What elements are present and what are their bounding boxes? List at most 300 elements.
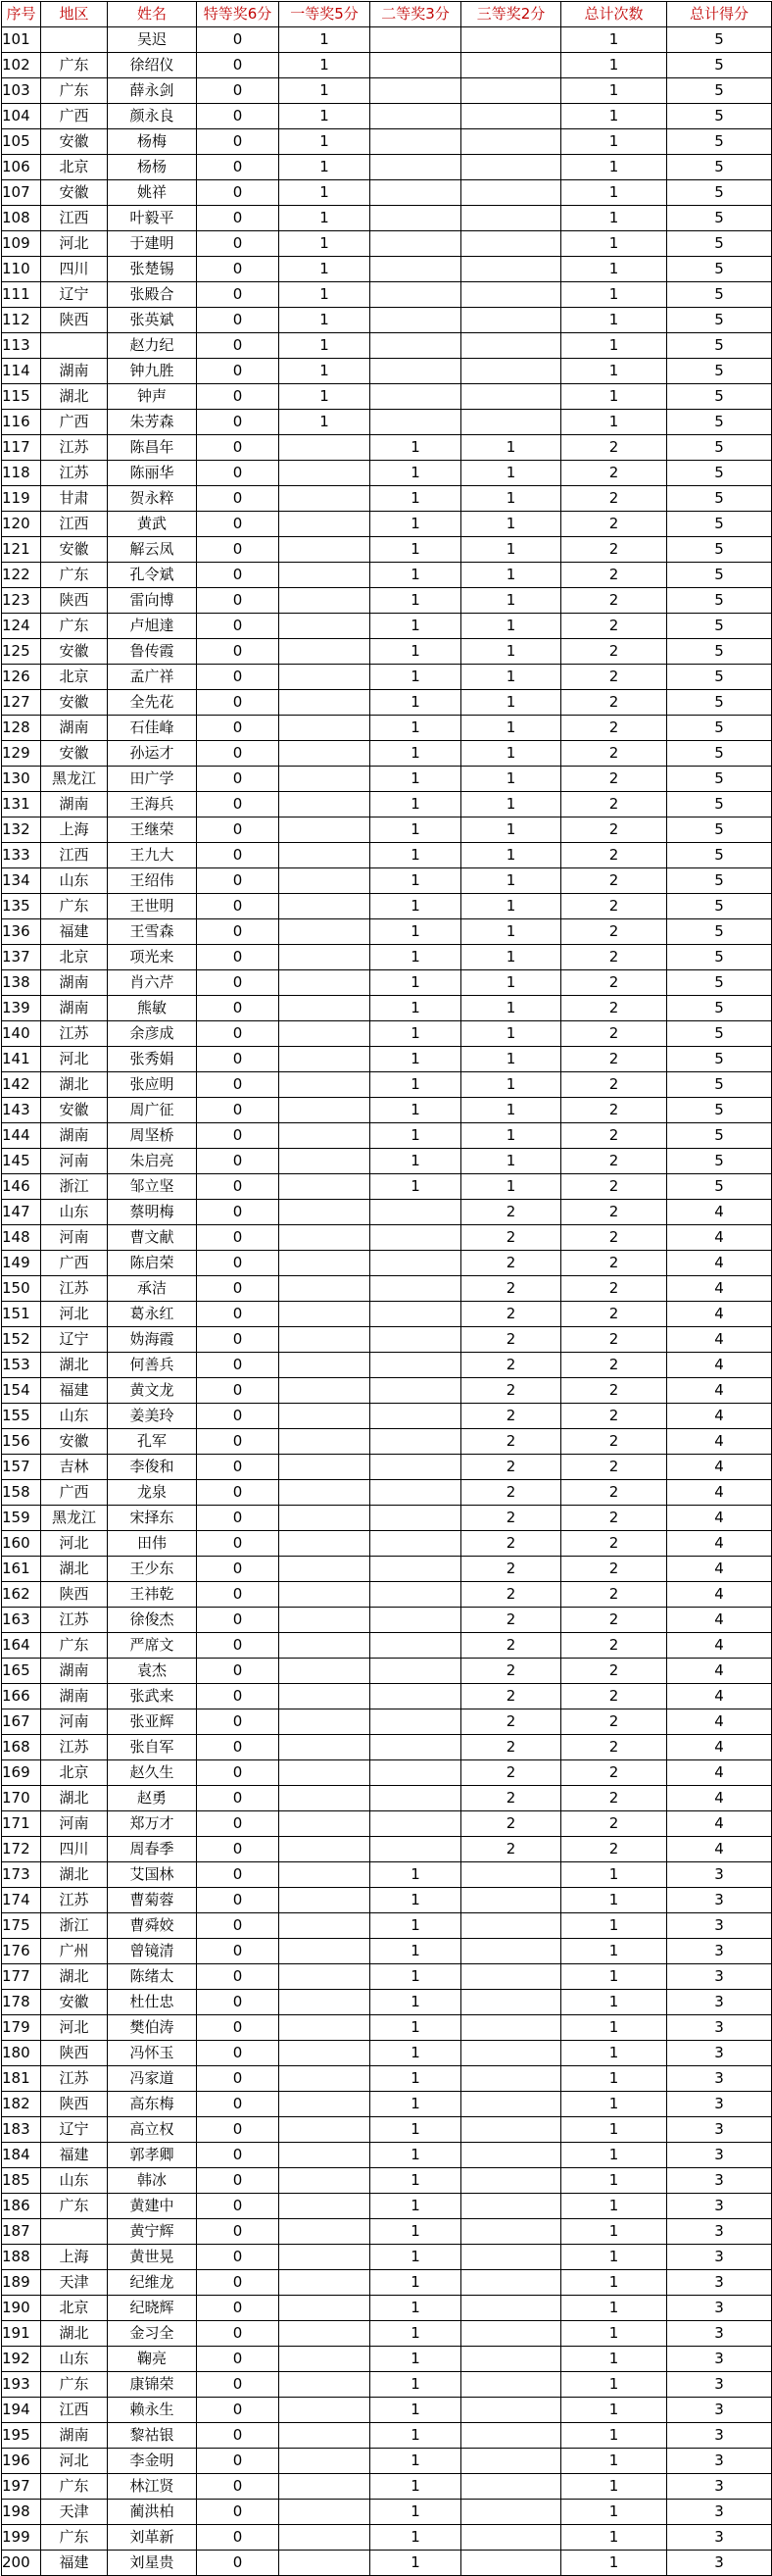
table-row xyxy=(2,1582,772,1608)
cell-total-count: 1 xyxy=(561,231,667,257)
cell-second-prize: 1 xyxy=(370,563,461,588)
cell-first-prize xyxy=(279,2474,370,2500)
cell-total-score: 5 xyxy=(667,180,772,206)
cell-second-prize xyxy=(370,104,461,129)
cell-name: 张英斌 xyxy=(108,308,197,333)
cell-region: 安徽 xyxy=(41,537,108,563)
cell-special-prize: 0 xyxy=(197,1709,279,1735)
cell-special-prize: 0 xyxy=(197,1174,279,1200)
header-region: 地区 xyxy=(41,2,108,27)
cell-region: 浙江 xyxy=(41,1913,108,1939)
table-row xyxy=(2,2117,772,2143)
cell-name: 纪维龙 xyxy=(108,2270,197,2296)
cell-special-prize: 0 xyxy=(197,333,279,359)
cell-first-prize xyxy=(279,741,370,767)
cell-no: 138 xyxy=(2,970,41,996)
cell-total-score: 5 xyxy=(667,894,772,919)
cell-first-prize xyxy=(279,716,370,741)
cell-special-prize: 0 xyxy=(197,1582,279,1608)
cell-region: 广东 xyxy=(41,2372,108,2398)
table-row xyxy=(2,894,772,919)
cell-no: 192 xyxy=(2,2347,41,2372)
table-row xyxy=(2,1964,772,1990)
cell-name: 王九大 xyxy=(108,843,197,868)
cell-special-prize: 0 xyxy=(197,486,279,512)
cell-special-prize: 0 xyxy=(197,2525,279,2551)
table-row xyxy=(2,2423,772,2449)
cell-total-score: 3 xyxy=(667,2168,772,2194)
cell-name: 郭孝卿 xyxy=(108,2143,197,2168)
cell-second-prize xyxy=(370,1404,461,1429)
cell-first-prize: 1 xyxy=(279,257,370,282)
cell-third-prize xyxy=(461,308,561,333)
table-row xyxy=(2,333,772,359)
cell-total-count: 2 xyxy=(561,1659,667,1684)
cell-first-prize: 1 xyxy=(279,27,370,53)
cell-region: 安徽 xyxy=(41,1990,108,2015)
cell-special-prize: 0 xyxy=(197,665,279,690)
cell-second-prize: 1 xyxy=(370,1021,461,1047)
cell-total-count: 2 xyxy=(561,741,667,767)
cell-third-prize: 1 xyxy=(461,741,561,767)
cell-special-prize: 0 xyxy=(197,843,279,868)
table-row xyxy=(2,1072,772,1098)
header-second-prize: 二等奖3分 xyxy=(370,2,461,27)
cell-total-score: 3 xyxy=(667,2015,772,2041)
cell-third-prize xyxy=(461,1913,561,1939)
cell-total-score: 5 xyxy=(667,435,772,461)
cell-third-prize: 1 xyxy=(461,1123,561,1149)
cell-first-prize: 1 xyxy=(279,206,370,231)
cell-special-prize: 0 xyxy=(197,2194,279,2219)
cell-no: 156 xyxy=(2,1429,41,1455)
cell-first-prize xyxy=(279,1098,370,1123)
cell-name: 陈昌年 xyxy=(108,435,197,461)
cell-first-prize xyxy=(279,868,370,894)
cell-total-score: 5 xyxy=(667,27,772,53)
cell-third-prize: 2 xyxy=(461,1225,561,1251)
cell-no: 194 xyxy=(2,2398,41,2423)
cell-region: 北京 xyxy=(41,945,108,970)
cell-first-prize: 1 xyxy=(279,78,370,104)
cell-no: 110 xyxy=(2,257,41,282)
cell-total-score: 4 xyxy=(667,1633,772,1659)
table-row xyxy=(2,257,772,282)
cell-third-prize: 2 xyxy=(461,1608,561,1633)
cell-no: 161 xyxy=(2,1557,41,1582)
cell-special-prize: 0 xyxy=(197,2168,279,2194)
cell-first-prize xyxy=(279,2143,370,2168)
table-row xyxy=(2,282,772,308)
cell-third-prize xyxy=(461,78,561,104)
cell-second-prize: 1 xyxy=(370,537,461,563)
cell-no: 170 xyxy=(2,1786,41,1811)
cell-second-prize xyxy=(370,231,461,257)
table-row xyxy=(2,792,772,817)
cell-total-count: 2 xyxy=(561,1021,667,1047)
cell-no: 155 xyxy=(2,1404,41,1429)
cell-second-prize: 1 xyxy=(370,486,461,512)
table-row xyxy=(2,1098,772,1123)
cell-no: 184 xyxy=(2,2143,41,2168)
cell-second-prize: 1 xyxy=(370,919,461,945)
cell-region: 江苏 xyxy=(41,1608,108,1633)
cell-total-count: 2 xyxy=(561,1251,667,1276)
cell-third-prize xyxy=(461,27,561,53)
cell-region xyxy=(41,333,108,359)
cell-region: 天津 xyxy=(41,2270,108,2296)
cell-first-prize xyxy=(279,767,370,792)
cell-first-prize xyxy=(279,894,370,919)
cell-region: 福建 xyxy=(41,2551,108,2576)
table-row xyxy=(2,2525,772,2551)
cell-special-prize: 0 xyxy=(197,537,279,563)
cell-second-prize: 1 xyxy=(370,2194,461,2219)
cell-no: 119 xyxy=(2,486,41,512)
cell-total-score: 5 xyxy=(667,384,772,410)
cell-total-count: 1 xyxy=(561,2449,667,2474)
cell-no: 191 xyxy=(2,2321,41,2347)
cell-no: 109 xyxy=(2,231,41,257)
cell-no: 131 xyxy=(2,792,41,817)
cell-second-prize: 1 xyxy=(370,843,461,868)
cell-region: 湖北 xyxy=(41,1786,108,1811)
cell-name: 龙泉 xyxy=(108,1480,197,1506)
cell-third-prize: 1 xyxy=(461,919,561,945)
cell-first-prize xyxy=(279,1174,370,1200)
cell-region: 湖北 xyxy=(41,1964,108,1990)
cell-total-score: 5 xyxy=(667,792,772,817)
cell-region: 北京 xyxy=(41,1760,108,1786)
cell-name: 林江贤 xyxy=(108,2474,197,2500)
table-row xyxy=(2,180,772,206)
cell-third-prize: 2 xyxy=(461,1200,561,1225)
table-row xyxy=(2,1174,772,1200)
cell-second-prize: 1 xyxy=(370,2423,461,2449)
cell-first-prize xyxy=(279,2551,370,2576)
cell-no: 183 xyxy=(2,2117,41,2143)
cell-name: 陈启荣 xyxy=(108,1251,197,1276)
cell-special-prize: 0 xyxy=(197,1786,279,1811)
cell-total-count: 2 xyxy=(561,996,667,1021)
cell-region: 湖南 xyxy=(41,2423,108,2449)
cell-first-prize xyxy=(279,1276,370,1302)
cell-region: 湖北 xyxy=(41,384,108,410)
cell-first-prize xyxy=(279,1684,370,1709)
cell-name: 韩冰 xyxy=(108,2168,197,2194)
table-row xyxy=(2,843,772,868)
cell-region: 上海 xyxy=(41,2245,108,2270)
cell-third-prize xyxy=(461,1888,561,1913)
cell-total-score: 5 xyxy=(667,690,772,716)
cell-special-prize: 0 xyxy=(197,2245,279,2270)
cell-second-prize: 1 xyxy=(370,1888,461,1913)
cell-no: 193 xyxy=(2,2372,41,2398)
cell-total-score: 5 xyxy=(667,1174,772,1200)
table-row xyxy=(2,2219,772,2245)
cell-third-prize xyxy=(461,104,561,129)
cell-no: 187 xyxy=(2,2219,41,2245)
cell-total-score: 5 xyxy=(667,868,772,894)
cell-name: 张楚锡 xyxy=(108,257,197,282)
cell-total-count: 2 xyxy=(561,588,667,614)
cell-first-prize xyxy=(279,1786,370,1811)
cell-region: 江苏 xyxy=(41,1021,108,1047)
cell-second-prize xyxy=(370,1378,461,1404)
table-row xyxy=(2,1837,772,1862)
cell-total-score: 4 xyxy=(667,1455,772,1480)
cell-special-prize: 0 xyxy=(197,359,279,384)
cell-name: 孙运才 xyxy=(108,741,197,767)
cell-second-prize xyxy=(370,257,461,282)
cell-total-score: 5 xyxy=(667,231,772,257)
table-row xyxy=(2,1353,772,1378)
cell-total-score: 4 xyxy=(667,1302,772,1327)
cell-special-prize: 0 xyxy=(197,792,279,817)
cell-name: 曹菊蓉 xyxy=(108,1888,197,1913)
cell-third-prize xyxy=(461,2372,561,2398)
cell-third-prize xyxy=(461,2219,561,2245)
cell-total-count: 1 xyxy=(561,2398,667,2423)
cell-second-prize xyxy=(370,1582,461,1608)
cell-second-prize xyxy=(370,1709,461,1735)
cell-total-count: 2 xyxy=(561,690,667,716)
table-row xyxy=(2,2398,772,2423)
header-name: 姓名 xyxy=(108,2,197,27)
cell-first-prize xyxy=(279,1990,370,2015)
cell-total-score: 4 xyxy=(667,1429,772,1455)
cell-total-count: 1 xyxy=(561,2525,667,2551)
cell-region: 黑龙江 xyxy=(41,767,108,792)
cell-second-prize: 1 xyxy=(370,2474,461,2500)
cell-region: 江苏 xyxy=(41,435,108,461)
cell-first-prize xyxy=(279,588,370,614)
cell-second-prize xyxy=(370,384,461,410)
cell-first-prize xyxy=(279,2245,370,2270)
cell-first-prize xyxy=(279,2015,370,2041)
cell-special-prize: 0 xyxy=(197,282,279,308)
cell-first-prize xyxy=(279,2194,370,2219)
table-row xyxy=(2,359,772,384)
table-row xyxy=(2,1862,772,1888)
table-row xyxy=(2,2194,772,2219)
cell-name: 袁杰 xyxy=(108,1659,197,1684)
cell-special-prize: 0 xyxy=(197,2041,279,2066)
cell-name: 周坚桥 xyxy=(108,1123,197,1149)
cell-name: 徐绍仪 xyxy=(108,53,197,78)
cell-region: 湖南 xyxy=(41,1123,108,1149)
cell-region: 江苏 xyxy=(41,2066,108,2092)
cell-first-prize xyxy=(279,1811,370,1837)
cell-no: 113 xyxy=(2,333,41,359)
cell-special-prize: 0 xyxy=(197,1225,279,1251)
table-row xyxy=(2,2347,772,2372)
cell-total-score: 3 xyxy=(667,1939,772,1964)
table-row xyxy=(2,2168,772,2194)
cell-name: 陈丽华 xyxy=(108,461,197,486)
cell-no: 120 xyxy=(2,512,41,537)
table-row xyxy=(2,2245,772,2270)
cell-total-count: 2 xyxy=(561,1531,667,1557)
cell-no: 180 xyxy=(2,2041,41,2066)
cell-second-prize: 1 xyxy=(370,588,461,614)
cell-special-prize: 0 xyxy=(197,588,279,614)
cell-no: 190 xyxy=(2,2296,41,2321)
cell-second-prize xyxy=(370,333,461,359)
cell-special-prize: 0 xyxy=(197,1557,279,1582)
cell-total-count: 2 xyxy=(561,894,667,919)
cell-total-count: 2 xyxy=(561,1633,667,1659)
cell-name: 王祎乾 xyxy=(108,1582,197,1608)
cell-total-score: 5 xyxy=(667,639,772,665)
cell-total-score: 5 xyxy=(667,1047,772,1072)
cell-special-prize: 0 xyxy=(197,104,279,129)
cell-third-prize xyxy=(461,333,561,359)
cell-first-prize xyxy=(279,2092,370,2117)
cell-name: 艾国林 xyxy=(108,1862,197,1888)
table-row xyxy=(2,1200,772,1225)
cell-special-prize: 0 xyxy=(197,563,279,588)
cell-region: 浙江 xyxy=(41,1174,108,1200)
cell-third-prize: 1 xyxy=(461,563,561,588)
cell-total-count: 2 xyxy=(561,435,667,461)
cell-no: 151 xyxy=(2,1302,41,1327)
cell-second-prize: 1 xyxy=(370,716,461,741)
cell-name: 杨梅 xyxy=(108,129,197,155)
cell-first-prize: 1 xyxy=(279,129,370,155)
cell-region: 辽宁 xyxy=(41,282,108,308)
cell-third-prize xyxy=(461,359,561,384)
cell-total-count: 2 xyxy=(561,1455,667,1480)
cell-total-count: 1 xyxy=(561,2219,667,2245)
table-row xyxy=(2,996,772,1021)
cell-name: 赖永生 xyxy=(108,2398,197,2423)
cell-third-prize: 2 xyxy=(461,1837,561,1862)
cell-total-count: 2 xyxy=(561,614,667,639)
cell-total-score: 4 xyxy=(667,1786,772,1811)
cell-third-prize xyxy=(461,410,561,435)
cell-first-prize xyxy=(279,970,370,996)
cell-name: 薛永剑 xyxy=(108,78,197,104)
cell-special-prize: 0 xyxy=(197,716,279,741)
cell-first-prize xyxy=(279,2168,370,2194)
table-row xyxy=(2,308,772,333)
cell-region: 四川 xyxy=(41,257,108,282)
cell-region: 陕西 xyxy=(41,1582,108,1608)
cell-name: 曹文献 xyxy=(108,1225,197,1251)
cell-third-prize xyxy=(461,2041,561,2066)
cell-name: 李金明 xyxy=(108,2449,197,2474)
cell-total-count: 1 xyxy=(561,2194,667,2219)
table-row xyxy=(2,2143,772,2168)
cell-special-prize: 0 xyxy=(197,970,279,996)
cell-total-count: 1 xyxy=(561,410,667,435)
table-row xyxy=(2,945,772,970)
cell-special-prize: 0 xyxy=(197,1378,279,1404)
cell-total-count: 1 xyxy=(561,2245,667,2270)
cell-name: 赵勇 xyxy=(108,1786,197,1811)
cell-third-prize xyxy=(461,1964,561,1990)
cell-third-prize: 2 xyxy=(461,1455,561,1480)
cell-no: 128 xyxy=(2,716,41,741)
table-row xyxy=(2,2551,772,2576)
cell-total-score: 5 xyxy=(667,206,772,231)
table-row xyxy=(2,614,772,639)
cell-total-count: 2 xyxy=(561,945,667,970)
cell-name: 钟九胜 xyxy=(108,359,197,384)
cell-total-score: 3 xyxy=(667,2092,772,2117)
cell-special-prize: 0 xyxy=(197,1913,279,1939)
table-row xyxy=(2,1531,772,1557)
cell-special-prize: 0 xyxy=(197,1659,279,1684)
cell-total-score: 4 xyxy=(667,1251,772,1276)
table-row xyxy=(2,1684,772,1709)
table-row xyxy=(2,716,772,741)
cell-first-prize xyxy=(279,1327,370,1353)
cell-region: 黑龙江 xyxy=(41,1506,108,1531)
cell-third-prize: 1 xyxy=(461,716,561,741)
cell-no: 164 xyxy=(2,1633,41,1659)
cell-third-prize xyxy=(461,2296,561,2321)
cell-name: 钟声 xyxy=(108,384,197,410)
cell-total-score: 3 xyxy=(667,2296,772,2321)
cell-name: 刘星贵 xyxy=(108,2551,197,2576)
cell-name: 雷向博 xyxy=(108,588,197,614)
cell-region: 山东 xyxy=(41,2168,108,2194)
cell-second-prize xyxy=(370,1531,461,1557)
cell-no: 116 xyxy=(2,410,41,435)
cell-region xyxy=(41,27,108,53)
cell-second-prize: 1 xyxy=(370,2321,461,2347)
cell-total-score: 4 xyxy=(667,1531,772,1557)
cell-total-count: 2 xyxy=(561,1072,667,1098)
cell-no: 150 xyxy=(2,1276,41,1302)
cell-total-score: 3 xyxy=(667,2347,772,2372)
cell-total-count: 1 xyxy=(561,2066,667,2092)
cell-first-prize xyxy=(279,817,370,843)
cell-total-score: 3 xyxy=(667,2551,772,2576)
cell-second-prize xyxy=(370,1327,461,1353)
cell-name: 陈绪太 xyxy=(108,1964,197,1990)
cell-name: 石佳峰 xyxy=(108,716,197,741)
cell-second-prize xyxy=(370,1557,461,1582)
cell-total-count: 1 xyxy=(561,1888,667,1913)
cell-third-prize xyxy=(461,2525,561,2551)
cell-first-prize xyxy=(279,1353,370,1378)
cell-name: 纪晓辉 xyxy=(108,2296,197,2321)
cell-no: 200 xyxy=(2,2551,41,2576)
cell-special-prize: 0 xyxy=(197,868,279,894)
header-total-count: 总计次数 xyxy=(561,2,667,27)
cell-third-prize xyxy=(461,1862,561,1888)
cell-special-prize: 0 xyxy=(197,919,279,945)
cell-total-score: 5 xyxy=(667,155,772,180)
cell-total-score: 5 xyxy=(667,665,772,690)
cell-name: 贺永粹 xyxy=(108,486,197,512)
cell-total-count: 2 xyxy=(561,1786,667,1811)
cell-no: 105 xyxy=(2,129,41,155)
cell-third-prize: 1 xyxy=(461,1149,561,1174)
cell-region: 江西 xyxy=(41,843,108,868)
cell-total-score: 3 xyxy=(667,2194,772,2219)
cell-special-prize: 0 xyxy=(197,690,279,716)
table-row xyxy=(2,2321,772,2347)
cell-total-score: 3 xyxy=(667,2372,772,2398)
cell-first-prize xyxy=(279,1072,370,1098)
cell-special-prize: 0 xyxy=(197,1149,279,1174)
cell-total-score: 4 xyxy=(667,1582,772,1608)
cell-second-prize: 1 xyxy=(370,2066,461,2092)
